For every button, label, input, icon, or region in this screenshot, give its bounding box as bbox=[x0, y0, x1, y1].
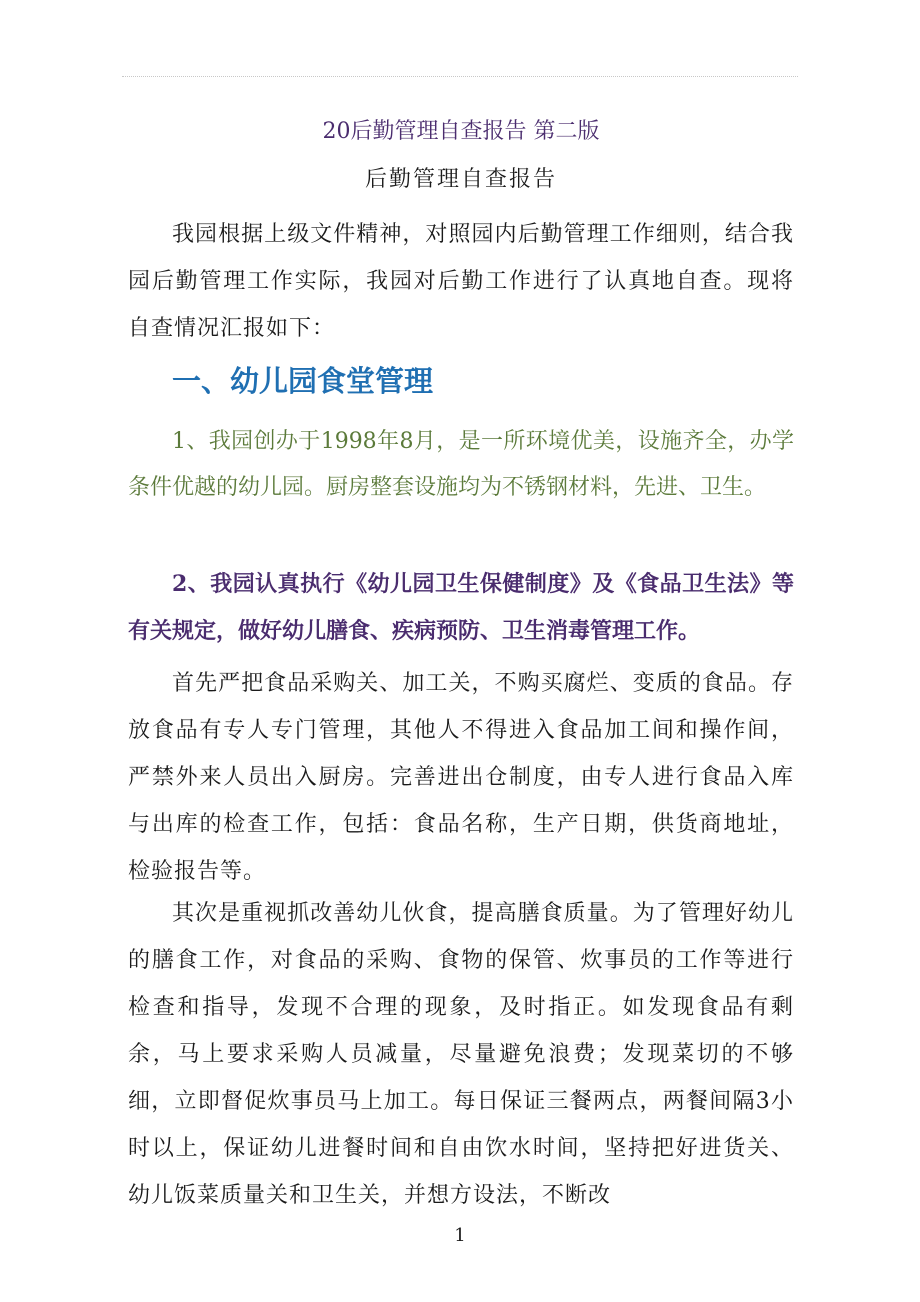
page-number: 1 bbox=[454, 1225, 466, 1246]
body-paragraph-meals: 其次是重视抓改善幼儿伙食，提高膳食质量。为了管理好幼儿的膳食工作，对食品的采购、食物的保管、炊事员的工作等进行检查和指导，发现不合理的现象，及时指正。如发现食品有剩余，马上要求采购人员减量，尽量避免浪费；发现菜切的不够细，立即督促炊事员马上加工。每日保证三餐两点，两餐间隔3小时以上，保证幼儿进餐时间和自由饮水时间，坚持把好进货关、幼儿饭菜质量关和卫生关，并想方设法，不断改 bbox=[128, 901, 794, 1208]
section-heading-canteen: 一、幼儿园食堂管理 bbox=[172, 364, 434, 398]
document-title: 20后勤管理自查报告 第二版 bbox=[322, 119, 600, 144]
intro-paragraph: 我园根据上级文件精神，对照园内后勤管理工作细则，结合我园后勤管理工作实际，我园对后勤工作进行了认真地自查。现将自查情况汇报如下： bbox=[128, 222, 794, 341]
header-rule bbox=[122, 76, 798, 77]
body-paragraph-procurement: 首先严把食品采购关、加工关，不购买腐烂、变质的食品。存放食品有专人专门管理，其他人不得进入食品加工间和操作间，严禁外来人员出入厨房。完善进出仓制度，由专人进行食品入库与出库的检查工作，包括：食品名称，生产日期，供货商地址，检验报告等。 bbox=[128, 671, 794, 884]
document-subtitle: 后勤管理自查报告 bbox=[364, 167, 557, 192]
item-2-paragraph: 2、我园认真执行《幼儿园卫生保健制度》及《食品卫生法》等有关规定，做好幼儿膳食、疾病预防、卫生消毒管理工作。 bbox=[128, 571, 794, 644]
item-1-paragraph: 1、我园创办于1998年8月，是一所环境优美，设施齐全，办学条件优越的幼儿园。厨房整套设施均为不锈钢材料，先进、卫生。 bbox=[128, 429, 794, 500]
